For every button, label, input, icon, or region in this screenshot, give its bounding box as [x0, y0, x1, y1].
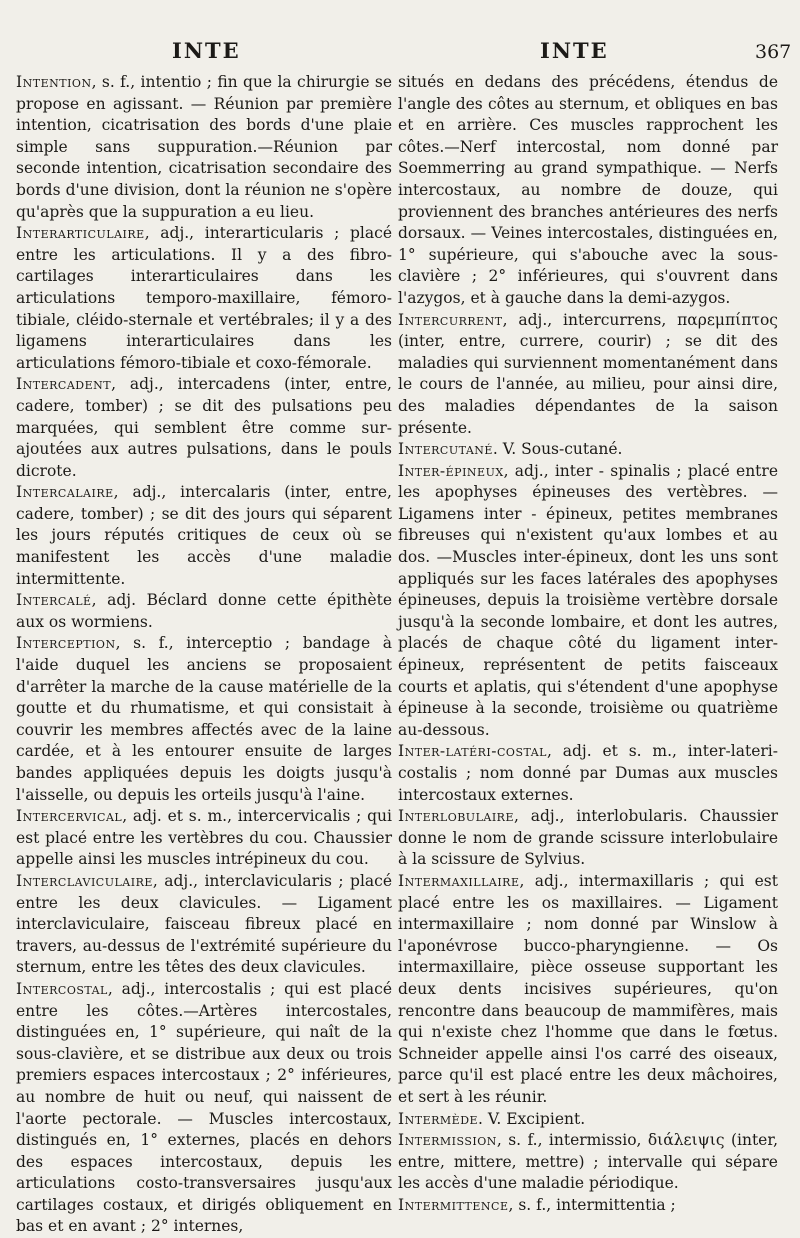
entry-interclaviculaire [16, 871, 392, 979]
entry-interlobulaire [398, 806, 778, 871]
headword: Interlobulaire [398, 807, 514, 826]
headword: Intercurrent [398, 310, 503, 329]
entry-text: , s. f., intermissio, διάλειψις (inter, entre, mittere, mettre) ; intervalle qui sépare les accès d'une maladie périodique. [398, 1131, 778, 1193]
entry-text: , adj., interlobularis. Chaussier donne le nom de grande scissure interlobulaire à la scissure de Sylvius. [398, 807, 778, 869]
entry-text: , adj., intercalaris (inter, entre, cadere, tomber) ; se dit des jours qui séparent les jours réputés critiques de ceux où se manifestent les accès d'une maladie intermittente. [16, 483, 392, 588]
headword: Intercutané [398, 440, 493, 459]
entry-text: , adj., interarticularis ; placé entre les articulations. Il y a des fibro-cartilages interarticulaires dans les articulations temporo-maxillaire, fémoro-tibiale, cléido-sternale et vertébrales; il y a des ligamens interarticulaires dans les articulations fémoro-tibiale et coxo-fémorale. [16, 224, 392, 372]
entry-intermaxillaire [398, 871, 778, 1109]
header-right-word: INTE [540, 38, 609, 63]
page-number: 367 [755, 41, 792, 63]
entry-intercutane [398, 439, 778, 461]
entry-text: , s. f., interceptio ; bandage à l'aide duquel les anciens se proposaient d'arrêter la marche de la cause matérielle de la goutte et du rhumatisme, et qui consistait à couvrir les membres affectés avec de la laine cardée, et à les entourer ensuite de larges bandes appliquées depuis les doigts jusqu'à l'aisselle, ou depuis les orteils jusqu'à l'aine. [16, 634, 392, 804]
entry-inter-lateri-costal [398, 741, 778, 806]
headword: Intercostal [16, 979, 108, 998]
entry-intermede [398, 1109, 778, 1131]
left-column [16, 72, 392, 1238]
headword: Intermittence [398, 1195, 509, 1214]
entry-text: , adj. et s. m., inter-lateri-costalis ; nom donné par Dumas aux muscles intercostaux externes. [398, 742, 778, 804]
entry-interarticulaire [16, 223, 392, 374]
headword: Intermède [398, 1109, 479, 1128]
header-left-word: INTE [172, 38, 241, 63]
headword: Intercervical [16, 807, 123, 826]
right-column [398, 72, 778, 1216]
entry-text: , adj., intercurrens, παρεμπίπτος (inter, entre, currere, courir) ; se dit des maladies qui surviennent momentanément dans le cours de l'année, au milieu, pour ainsi dire, des maladies dépendantes de la saison présente. [398, 310, 778, 437]
headword: Inter-épineux [398, 461, 504, 480]
headword: Inter-latéri-costal [398, 742, 547, 761]
entry-text: , adj., intermaxillaris ; qui est placé entre les os maxillaires. — Ligament intermaxillaire ; nom donné par Winslow à l'aponévrose bucco-pharyngienne. — Os intermaxillaire, pièce osseuse supportant les deux dents incisives supérieures, qu'on rencontre dans beaucoup de mammifères, mais qui n'existe chez l'homme que dans le fœtus. Schneider appelle ainsi l'os carré des oiseaux, parce qu'il est placé entre les deux mâchoires, et sert à les réunir. [398, 871, 778, 1106]
entry-intercalaire [16, 482, 392, 590]
headword: Interarticulaire [16, 224, 145, 243]
headword: Intercadent [16, 375, 112, 394]
entry-intercostal [16, 979, 392, 1238]
entry-intercervical [16, 806, 392, 871]
entry-text: , adj., interclavicularis ; placé entre les deux clavicules. — Ligament interclaviculaire, faisceau fibreux placé en travers, au-dessus de l'extrémité supérieure du sternum, entre les têtes des deux clavicules. [16, 871, 392, 977]
entry-text: , adj., intercadens (inter, entre, cadere, tomber) ; se dit des pulsations peu marquées, qui semblent être comme sur-ajoutées aux autres pulsations, dans le pouls dicrote. [16, 375, 392, 480]
entry-inter-epineux [398, 461, 778, 742]
entry-text: situés en dedans des précédens, étendus de l'angle des côtes au sternum, et obliques en bas et en arrière. Ces muscles rapprochent les côtes.—Nerf intercostal, nom donné par Soemmerring au grand sympathique. — Nerfs intercostaux, au nombre de douze, qui proviennent des branches antérieures des nerfs dorsaux. — Veines intercostales, distinguées en, 1° supérieure, qui s'abouche avec la sous-clavière ; 2° inférieures, qui s'ouvrent dans l'azygos, et à gauche dans la demi-azygos. [398, 73, 778, 307]
entry-text: , adj. Béclard donne cette épithète aux os wormiens. [16, 591, 392, 631]
entry-text: . V. Excipient. [478, 1109, 586, 1128]
headword: Interception [16, 634, 116, 653]
entry-text: , s. f., intentio ; fin que la chirurgie se propose en agissant. — Réunion par première intention, cicatrisation des bords d'une plaie simple sans suppuration.—Réunion par seconde intention, cicatrisation secondaire des bords d'une division, dont la réunion ne s'opère qu'après que la suppuration a eu lieu. [16, 73, 392, 221]
entry-text: , s. f., intermittentia ; [508, 1195, 676, 1214]
entry-intention [16, 72, 392, 223]
entry-intermittence [398, 1195, 778, 1217]
entry-intercadent [16, 374, 392, 482]
entry-text: , adj., intercostalis ; qui est placé entre les côtes.—Artères intercostales, distinguées en, 1° supérieure, qui naît de la sous-clavière, et se distribue aux deux ou trois premiers espaces intercostaux ; 2° inférieures, au nombre de huit ou neuf, qui naissent de l'aorte pectorale. — Muscles intercostaux, distingués en, 1° externes, placés en dehors des espaces intercostaux, depuis les articulations costo-transversaires jusqu'aux cartilages costaux, et dirigés obliquement en bas et en avant ; 2° internes, [16, 979, 392, 1236]
entry-intercostal-continued [398, 72, 778, 310]
headword: Intermaxillaire [398, 871, 520, 890]
headword: Intercalé [16, 591, 92, 610]
entry-text: , adj. et s. m., intercervicalis ; qui est placé entre les vertèbres du cou. Chaussier appelle ainsi les muscles intrépineux du cou. [16, 807, 392, 869]
running-header [0, 38, 800, 68]
entry-text: , adj., inter - spinalis ; placé entre les apophyses épineuses des vertèbres. — Ligamens inter - épineux, petites membranes fibreuses qui n'existent qu'aux lombes et au dos. —Muscles inter-épineux, dont les uns sont appliqués sur les faces latérales des apophyses épineuses, depuis la troisième vertèbre dorsale jusqu'à la seconde lombaire, et dont les autres, placés de chaque côté du ligament inter-épineux, représentent de petits faisceaux courts et aplatis, qui s'étendent d'une apophyse épineuse à la seconde, troisième ou quatrième au-dessous. [398, 461, 778, 739]
headword: Intercalaire [16, 483, 114, 502]
entry-intercurrent [398, 310, 778, 440]
entry-intermission [398, 1130, 778, 1195]
entry-text: . V. Sous-cutané. [492, 440, 623, 459]
headword: Intermission [398, 1131, 497, 1150]
headword: Interclaviculaire [16, 871, 153, 890]
entry-intercale [16, 590, 392, 633]
headword: Intention [16, 73, 92, 91]
entry-interception [16, 633, 392, 806]
